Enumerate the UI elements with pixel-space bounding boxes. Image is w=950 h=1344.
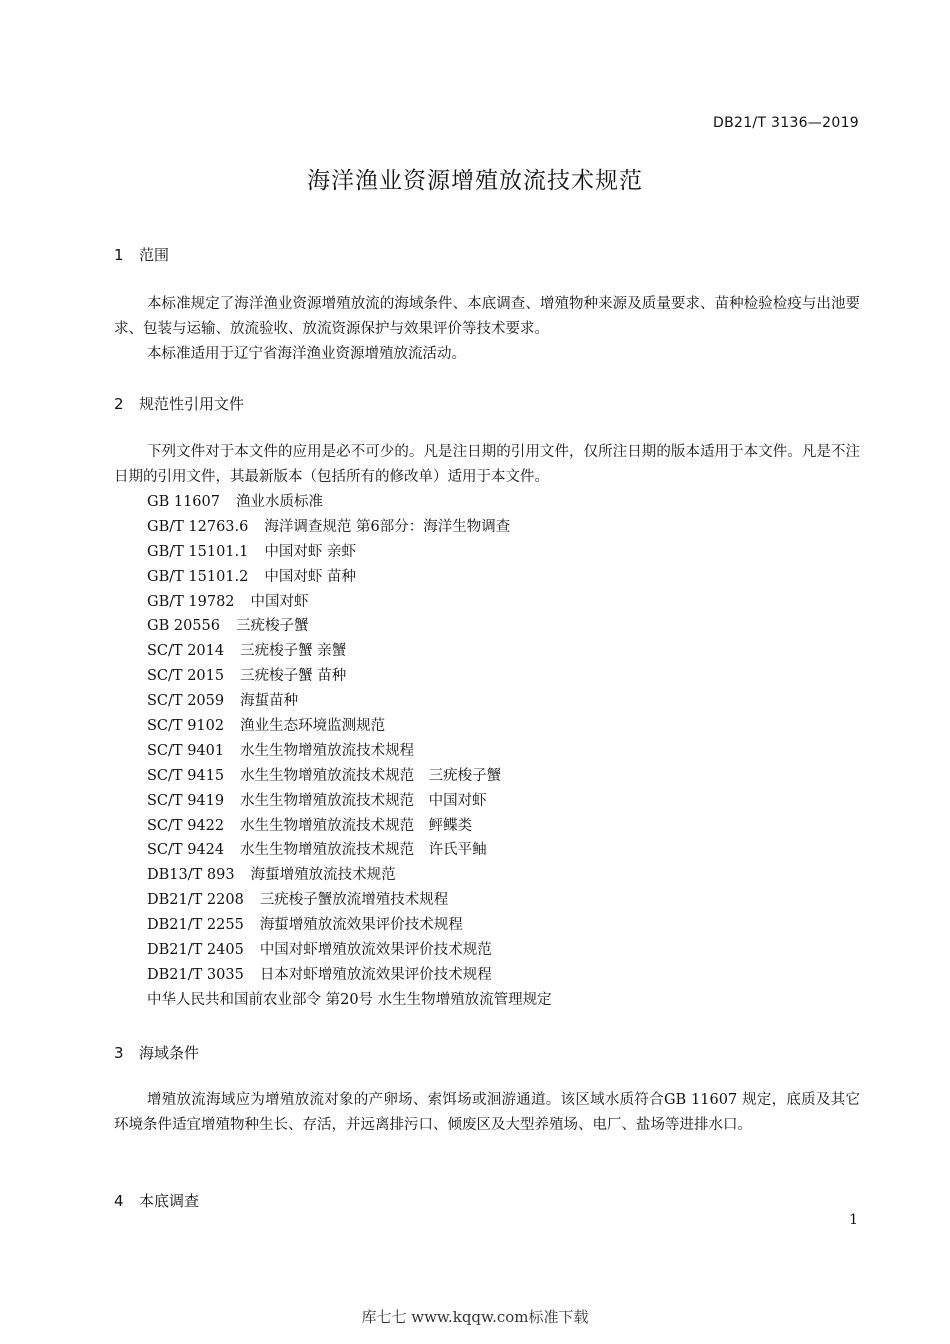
reference-code: SC/T 2014 [147,643,225,660]
reference-code: SC/T 2015 [147,668,225,685]
reference-item [147,913,552,938]
paragraph: 本标准规定了海洋渔业资源增殖放流的海域条件、本底调查、增殖物种来源及质量要求、苗种检验检疫与出池要求、包装与运输、放流验收、放流资源保护与效果评价等技术要求。 [114,296,860,337]
reference-item [147,764,552,789]
reference-code: DB21/T 2208 [147,892,244,909]
paragraph: 本标准适用于辽宁省海洋渔业资源增殖放流活动。 [147,346,466,362]
reference-code: GB 20556 [147,618,220,635]
reference-code: DB21/T 3035 [147,966,244,983]
reference-code: GB/T 15101.1 [147,543,249,560]
reference-code: GB 11607 [147,494,220,510]
reference-item [147,888,552,913]
reference-item [147,739,552,764]
section-title: 海域条件 [139,1044,200,1062]
reference-item [147,789,552,814]
reference-code: SC/T 9401 [147,742,225,759]
section-heading-baseline-survey [114,1190,199,1211]
reference-title: 中国对虾 [250,593,309,610]
reference-item [147,490,552,515]
section-number: 3 [114,1044,124,1062]
reference-item [147,963,552,988]
reference-item [147,863,552,888]
section-number: 1 [114,246,124,264]
reference-code: SC/T 9424 [147,842,225,859]
section-title: 规范性引用文件 [139,395,245,413]
reference-code: SC/T 2059 [147,693,225,710]
reference-item [147,664,552,689]
reference-title: 水生生物增殖放流技术规程 [240,742,415,759]
reference-title: 海蜇增殖放流技术规范 [250,867,396,884]
section-title: 范围 [139,246,170,264]
reference-title: 水生生物增殖放流技术规范 鲆鲽类 [240,817,473,834]
reference-code: SC/T 9415 [147,767,225,784]
section-heading-sea-area-conditions [114,1042,199,1063]
paragraph: 增殖放流海域应为增殖放流对象的产卵场、索饵场或洄游通道。该区域水质符合GB 11607 规定，底质及其它环境条件适宜增殖物种生长、存活，并远离排污口、倾废区及大型养殖场、电厂、盐场等进排水口。 [114,1092,860,1133]
reference-title: 渔业生态环境监测规范 [240,718,386,735]
footer-watermark: 库七七 www.kqqw.com标准下载 [361,1308,589,1326]
reference-code: GB/T 12763.6 [147,518,249,535]
reference-item [147,614,552,639]
reference-title: 海蜇苗种 [240,693,299,710]
reference-code: SC/T 9419 [147,792,225,809]
section-number: 2 [114,395,124,413]
reference-code: GB/T 19782 [147,593,235,610]
reference-code: DB21/T 2255 [147,917,244,934]
reference-title: 水生生物增殖放流技术规范 三疣梭子蟹 [240,767,502,784]
reference-title: 中国对虾增殖放流效果评价技术规范 [259,942,492,959]
reference-title: 日本对虾增殖放流效果评价技术规程 [259,966,492,983]
reference-item [147,689,552,714]
reference-code: DB13/T 893 [147,867,235,884]
page-number: 1 [849,1212,858,1228]
reference-code: SC/T 9422 [147,817,225,834]
section-heading-normative-references [114,393,244,414]
reference-item [147,838,552,863]
section-heading-scope [114,244,169,265]
reference-title: 中国对虾 苗种 [264,568,356,585]
reference-title: 海蜇增殖放流效果评价技术规程 [259,917,463,934]
reference-code: GB/T 15101.2 [147,568,249,585]
document-title: 海洋渔业资源增殖放流技术规范 [307,168,643,194]
reference-title: 三疣梭子蟹 苗种 [240,668,347,685]
reference-title: 水生生物增殖放流技术规范 许氏平鲉 [240,842,487,859]
reference-item [147,988,552,1013]
reference-title: 三疣梭子蟹放流增殖技术规程 [259,892,449,909]
document-code: DB21/T 3136—2019 [713,115,859,131]
reference-code: SC/T 9102 [147,718,225,735]
reference-item [147,639,552,664]
section-title: 本底调查 [139,1192,200,1210]
reference-title: 中国对虾 亲虾 [264,543,356,560]
reference-item [147,590,552,615]
reference-title: 海洋调查规范 第6部分：海洋生物调查 [264,518,511,535]
paragraph: 下列文件对于本文件的应用是必不可少的。凡是注日期的引用文件，仅所注日期的版本适用于本文件。凡是不注日期的引用文件，其最新版本（包括所有的修改单）适用于本文件。 [114,444,860,485]
reference-item [147,714,552,739]
reference-title: 水生生物增殖放流技术规范 中国对虾 [240,792,487,809]
section-number: 4 [114,1192,124,1210]
reference-item [147,814,552,839]
reference-title: 渔业水质标准 [235,494,323,510]
reference-item [147,938,552,963]
reference-title: 中华人民共和国前农业部令 第20号 水生生物增殖放流管理规定 [147,991,552,1008]
reference-title: 三疣梭子蟹 [235,618,309,635]
reference-title: 三疣梭子蟹 亲蟹 [240,643,347,660]
reference-list [147,490,552,1013]
reference-item [147,515,552,540]
reference-code: DB21/T 2405 [147,942,244,959]
reference-item [147,540,552,565]
reference-item [147,565,552,590]
